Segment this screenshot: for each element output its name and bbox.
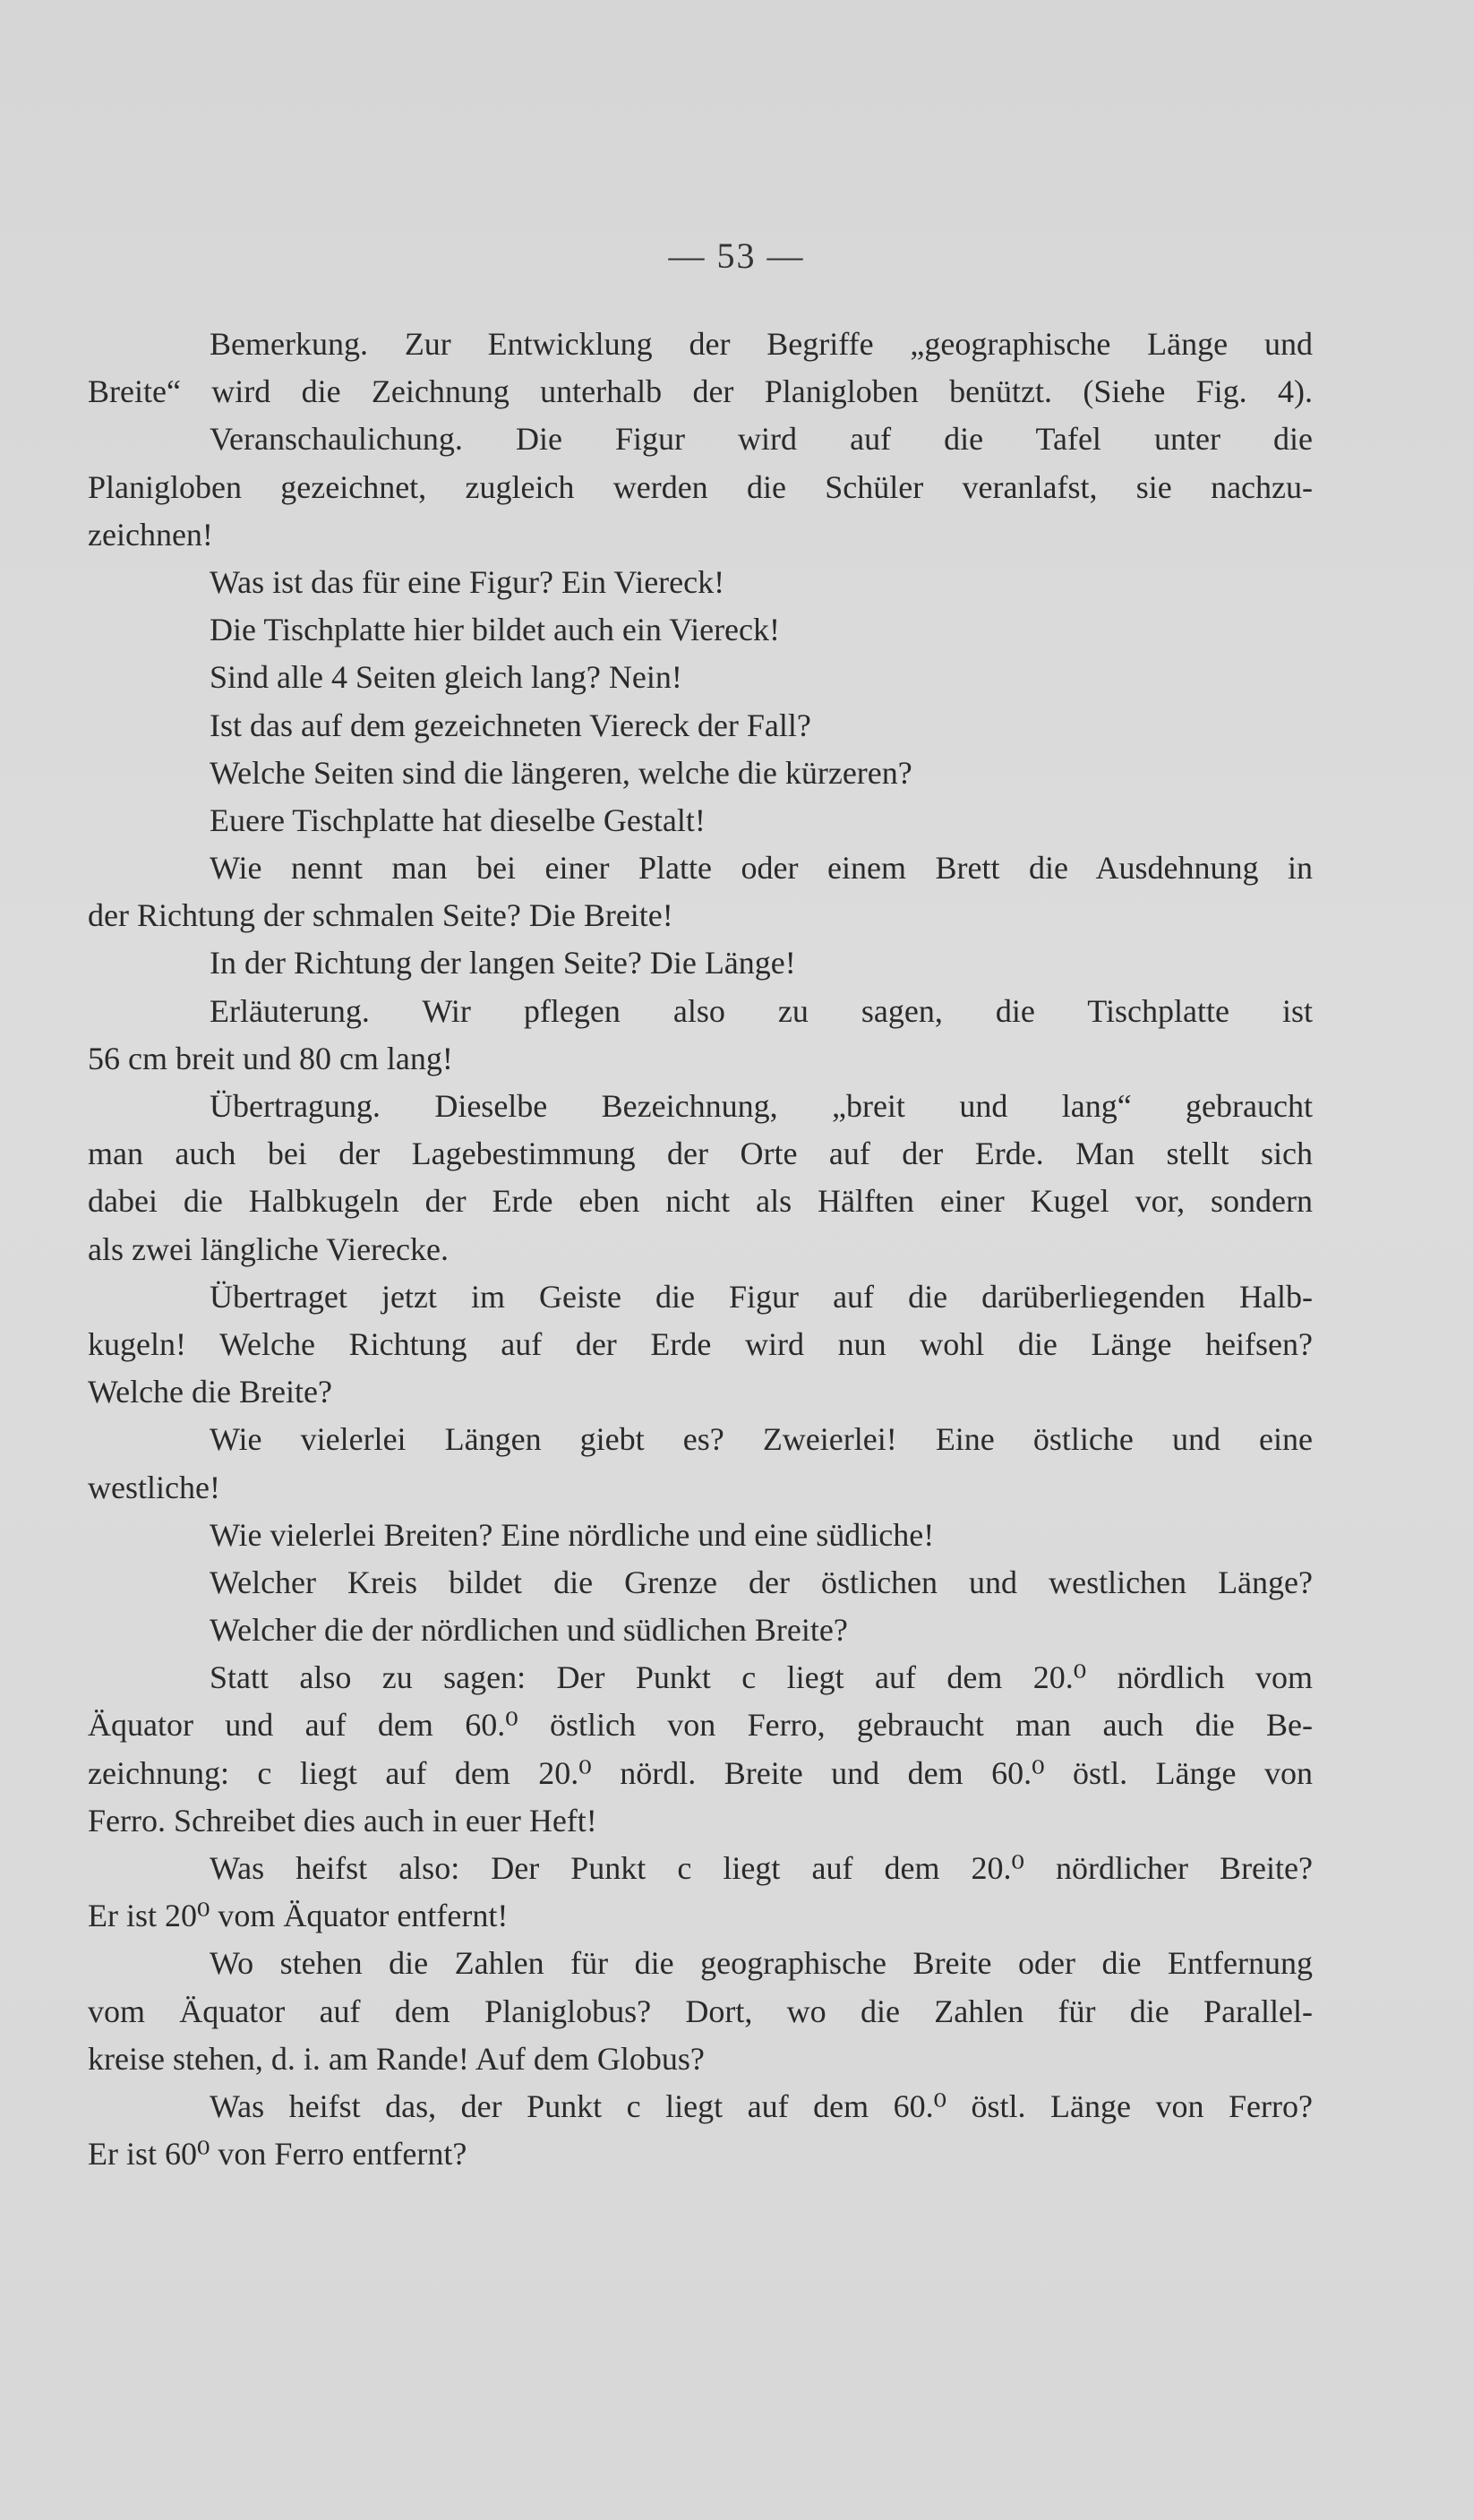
text-line: Welche Seiten sind die längeren, welche die kürzeren? xyxy=(210,754,912,791)
text-line: Er ist 60⁰ von Ferro entfernt? xyxy=(88,2136,467,2173)
text-line: der Richtung der schmalen Seite? Die Breite! xyxy=(88,897,673,934)
text-line: Wo stehen die Zahlen für die geographische Breite oder die Entfernung xyxy=(210,1945,1313,1982)
text-line: Wie nennt man bei einer Platte oder einem Brett die Ausdehnung in xyxy=(210,850,1313,887)
text-line: Ferro. Schreibet dies auch in euer Heft! xyxy=(88,1802,597,1839)
text-line: Was heifst das, der Punkt c liegt auf dem 60.⁰ östl. Länge von Ferro? xyxy=(210,2087,1313,2124)
text-line: Äquator und auf dem 60.⁰ östlich von Ferro, gebraucht man auch die Be- xyxy=(88,1707,1313,1744)
text-line: man auch bei der Lagebestimmung der Orte auf der Erde. Man stellt sich xyxy=(88,1136,1313,1172)
text-line: Wie vielerlei Breiten? Eine nördliche und eine südliche! xyxy=(210,1516,935,1553)
text-line: Veranschaulichung. Die Figur wird auf die Tafel unter die xyxy=(210,421,1313,458)
text-line: Er ist 20⁰ vom Äquator entfernt! xyxy=(88,1898,509,1934)
text-line: westliche! xyxy=(88,1469,220,1505)
text-line: kugeln! Welche Richtung auf der Erde wird nun wohl die Länge heifsen? xyxy=(88,1325,1313,1362)
text-line: vom Äquator auf dem Planiglobus? Dort, wo die Zahlen für die Parallel- xyxy=(88,1993,1313,2029)
text-line: Was ist das für eine Figur? Ein Viereck! xyxy=(210,563,725,600)
text-line: Statt also zu sagen: Der Punkt c liegt auf dem 20.⁰ nördlich vom xyxy=(210,1659,1313,1696)
text-line: 56 cm breit und 80 cm lang! xyxy=(88,1040,453,1076)
text-line: Wie vielerlei Längen giebt es? Zweierlei! Eine östliche und eine xyxy=(210,1421,1313,1458)
text-line: Euere Tischplatte hat dieselbe Gestalt! xyxy=(210,801,706,838)
text-line: Sind alle 4 Seiten gleich lang? Nein! xyxy=(210,659,682,696)
text-line: Welche die Breite? xyxy=(88,1374,332,1410)
text-line: In der Richtung der langen Seite? Die Länge! xyxy=(210,945,796,981)
page-number: — 53 — xyxy=(668,236,805,276)
text-line: kreise stehen, d. i. am Rande! Auf dem Globus? xyxy=(88,2040,705,2077)
body-text xyxy=(88,321,1313,2178)
text-line: Breite“ wird die Zeichnung unterhalb der Planigloben benützt. (Siehe Fig. 4). xyxy=(88,373,1313,410)
text-line: dabei die Halbkugeln der Erde eben nicht als Hälften einer Kugel vor, sondern xyxy=(88,1183,1313,1220)
text-line: zeichnen! xyxy=(88,516,213,553)
text-line: Erläuterung. Wir pflegen also zu sagen, die Tischplatte ist xyxy=(210,992,1313,1029)
text-line: Bemerkung. Zur Entwicklung der Begriffe „geographische Länge und xyxy=(210,326,1313,362)
text-line: zeichnung: c liegt auf dem 20.⁰ nördl. Breite und dem 60.⁰ östl. Länge von xyxy=(88,1754,1313,1791)
text-line: Welcher Kreis bildet die Grenze der östlichen und westlichen Länge? xyxy=(210,1564,1313,1600)
text-line: Planigloben gezeichnet, zugleich werden die Schüler veranlafst, sie nachzu- xyxy=(88,468,1313,505)
text-line: als zwei längliche Vierecke. xyxy=(88,1230,449,1267)
text-line: Übertragung. Dieselbe Bezeichnung, „breit und lang“ gebraucht xyxy=(210,1088,1313,1124)
text-line: Welcher die der nördlichen und südlichen Breite? xyxy=(210,1612,848,1649)
text-line: Die Tischplatte hier bildet auch ein Viereck! xyxy=(210,612,780,648)
text-line: Ist das auf dem gezeichneten Viereck der Fall? xyxy=(210,707,811,743)
text-line: Übertraget jetzt im Geiste die Figur auf die darüberliegenden Halb- xyxy=(210,1278,1313,1315)
text-line: Was heifst also: Der Punkt c liegt auf dem 20.⁰ nördlicher Breite? xyxy=(210,1850,1313,1886)
